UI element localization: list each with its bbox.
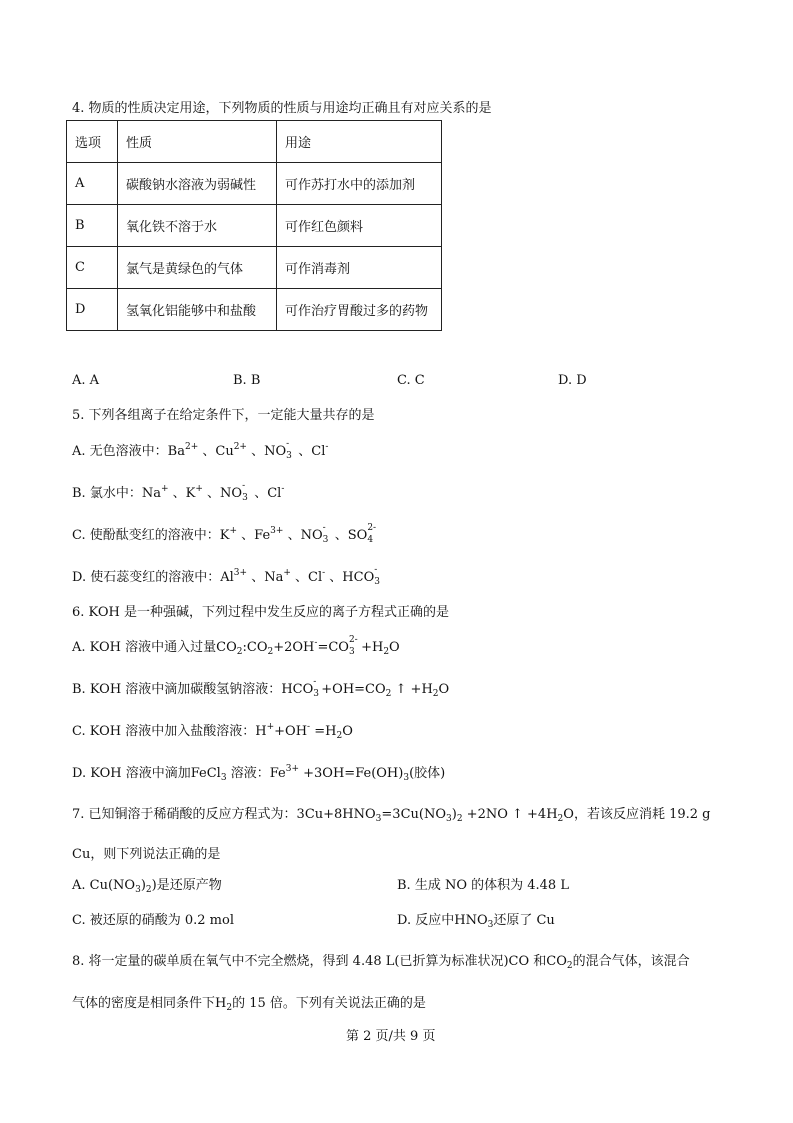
- option-text: )是还原产物: [151, 878, 222, 893]
- table-cell: 可作苏打水中的添加剂: [277, 163, 442, 205]
- page-number: 第 2 页/共 9 页: [346, 1029, 436, 1044]
- table-row: [67, 289, 442, 331]
- q6-option-a: A. KOH 溶液中通入过量$CO_2:CO_2+2OH^-=CO$ 2- 3 $+H_2O$: [72, 634, 400, 657]
- q8-stem: 8. 将一定量的碳单质在氧气中不完全燃烧，得到 4.48 L(已折算为标准状况)CO 和$CO_2$的混合气体，该混合: [72, 954, 690, 971]
- table-header-cell: 用途: [277, 121, 442, 163]
- option-label: C. 使酚酞变红的溶液中：: [72, 528, 220, 543]
- table-cell: A: [67, 163, 118, 205]
- q6-option-c: C. KOH 溶液中加入盐酸溶液：$H^++OH^- =H_2O$: [72, 722, 353, 741]
- option-label: C. KOH 溶液中加入盐酸溶液：: [72, 724, 256, 739]
- option-label: D. KOH 溶液中滴加: [72, 766, 191, 781]
- table-row: [67, 163, 442, 205]
- option-text: 溶液：: [230, 766, 270, 781]
- q6-option-d: D. KOH 溶液中滴加FeCl$_3$ 溶液：$Fe^{3+} +3OH=Fe(OH)_3$(胶体): [72, 764, 446, 783]
- table-cell: 氢氧化铝能够中和盐酸: [118, 289, 277, 331]
- stem-text: 气体的密度是相同条件下: [72, 996, 216, 1011]
- table-header-cell: 性质: [118, 121, 277, 163]
- table-row: [67, 205, 442, 247]
- table-header-cell: 选项: [67, 121, 118, 163]
- table-cell: 氧化铁不溶于水: [118, 205, 277, 247]
- q4-option-c: C. C: [397, 373, 425, 388]
- q7-stem-line2: Cu，则下列说法正确的是: [72, 847, 221, 862]
- q5-option-c: C. 使酚酞变红的溶液中：K+ 、$Fe^{3+}$ 、NO - 3 、SO 2- 4: [72, 522, 377, 545]
- table-cell: 碳酸钠水溶液为弱碱性: [118, 163, 277, 205]
- q7-option-d: D. 反应中$HNO_3$还原了 Cu: [397, 913, 555, 930]
- table-cell: D: [67, 289, 118, 331]
- table-cell: 可作治疗胃酸过多的药物: [277, 289, 442, 331]
- stem-text: 的 15 倍。下列有关说法正确的是: [232, 996, 426, 1011]
- q6-stem: 6. KOH 是一种强碱，下列过程中发生反应的离子方程式正确的是: [72, 605, 450, 620]
- table-cell: 氯气是黄绿色的气体: [118, 247, 277, 289]
- option-label: D. 反应中: [397, 913, 455, 928]
- table-cell: C: [67, 247, 118, 289]
- q4-option-b: B. B: [233, 373, 261, 388]
- stem-text: 8. 将一定量的碳单质在氧气中不完全燃烧，得到 4.48 L(已折算为标准状况)CO 和: [72, 954, 547, 969]
- q5-option-d: D. 使石蕊变红的溶液中：$Al^{3+}$ 、Na+ 、Cl- 、HCO - 3: [72, 564, 380, 587]
- q7-option-a: A. $Cu(NO_3)_2$)是还原产物: [72, 878, 222, 895]
- option-label: A. 无色溶液中：: [72, 444, 168, 459]
- q5-option-a: A. 无色溶液中：$Ba^{2+}$ 、$Cu^{2+}$ 、NO - 3 、Cl-: [72, 438, 329, 461]
- stem-text: 的混合气体，该混合: [572, 954, 690, 969]
- q5-stem: 5. 下列各组离子在给定条件下，一定能大量共存的是: [72, 408, 375, 423]
- q4-table: [66, 120, 442, 331]
- q7-option-b: B. 生成 NO 的体积为 4.48 L: [397, 878, 569, 893]
- q4-stem: 4. 物质的性质决定用途，下列物质的性质与用途均正确且有对应关系的是: [72, 101, 492, 116]
- option-text: 还原了 Cu: [493, 913, 555, 928]
- option-label: B. 氯水中：: [72, 486, 142, 501]
- option-text: (胶体): [409, 766, 446, 781]
- q4-option-a: A. A: [72, 373, 100, 388]
- option-label: A. KOH 溶液中通入过量: [72, 640, 217, 655]
- table-cell: 可作消毒剂: [277, 247, 442, 289]
- q4-option-d: D. D: [558, 373, 587, 388]
- q6-option-b: B. KOH 溶液中滴加碳酸氢钠溶液：HCO - 3 $+OH=CO_2$ ↑ $+H_2O$: [72, 676, 450, 699]
- table-row: [67, 247, 442, 289]
- q7-option-c: C. 被还原的硝酸为 0.2 mol: [72, 913, 234, 928]
- table-cell: 可作红色颜料: [277, 205, 442, 247]
- q8-stem-line2: 气体的密度是相同条件下$H_2$的 15 倍。下列有关说法正确的是: [72, 996, 426, 1013]
- table-cell: B: [67, 205, 118, 247]
- stem-text: ，若该反应消耗 19.2 g: [573, 807, 711, 822]
- q7-stem: 7. 已知铜溶于稀硝酸的反应方程式为：$3Cu+8HNO_3=3Cu(NO_3)_2 +2NO$ ↑ $+4H_2O$，若该反应消耗 19.2 g: [72, 807, 711, 824]
- stem-text: 7. 已知铜溶于稀硝酸的反应方程式为：: [72, 807, 297, 822]
- option-label: A. Cu(NO: [72, 878, 136, 893]
- q5-option-b: B. 氯水中：Na+ 、K+ 、NO - 3 、Cl-: [72, 480, 285, 503]
- option-label: B. KOH 溶液中滴加碳酸氢钠溶液：: [72, 682, 282, 697]
- table-header-row: [67, 121, 442, 163]
- option-label: D. 使石蕊变红的溶液中：: [72, 570, 221, 585]
